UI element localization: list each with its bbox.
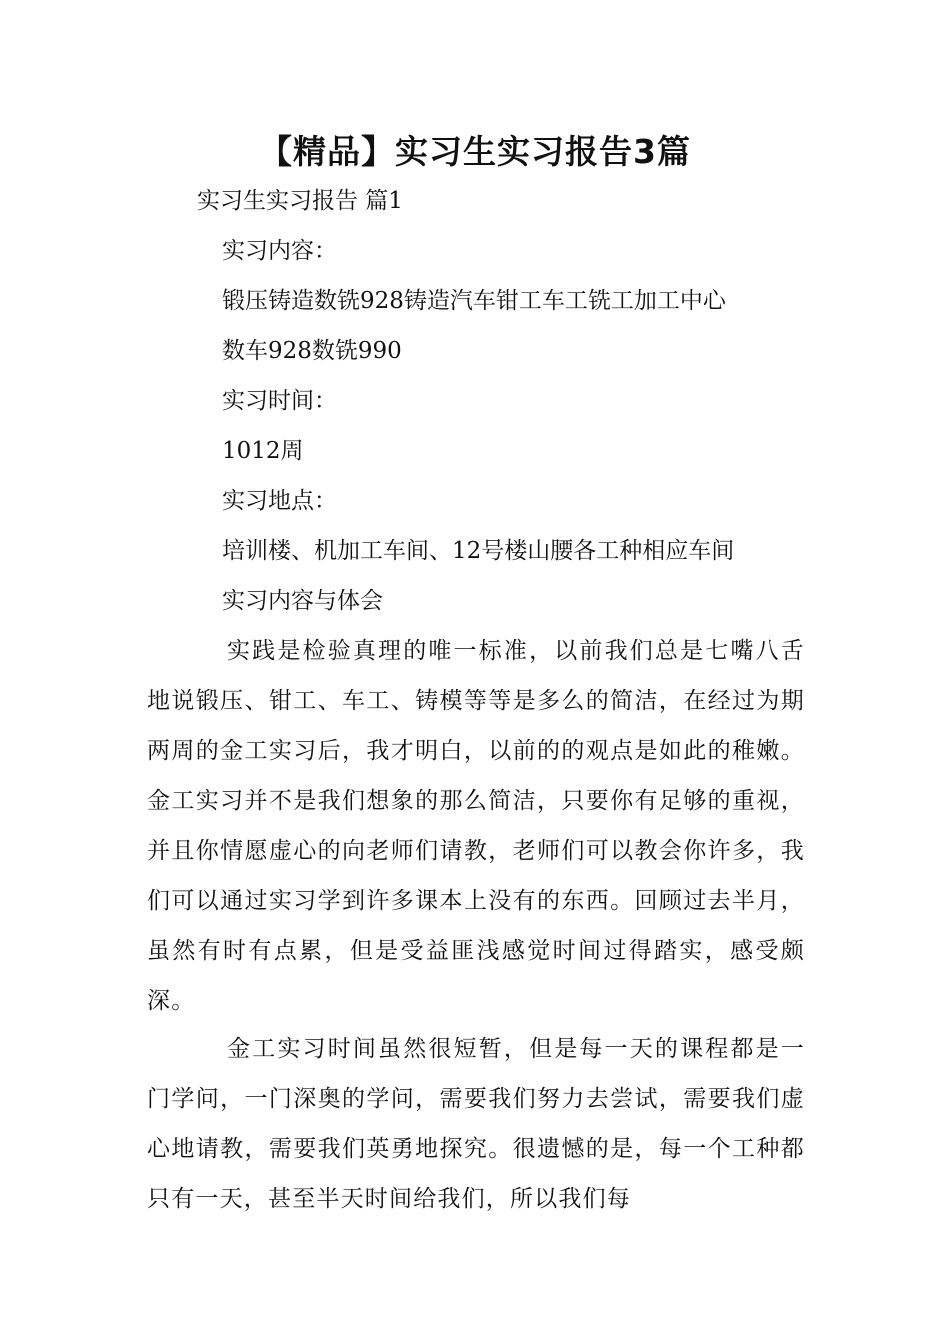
text-line: 1012周 bbox=[222, 438, 304, 464]
body-paragraph: 金工实习时间虽然很短暂，但是每一天的课程都是一门学问，一门深奥的学问，需要我们努力去尝试，需要我们虚心地请教，需要我们英勇地探究。很遗憾的是，每一个工种都只有一天，甚至半天时间给我们，所以我们每 bbox=[147, 1036, 805, 1212]
document-title: 【精品】实习生实习报告3篇 bbox=[259, 132, 691, 171]
text-line: 实习地点： bbox=[222, 488, 337, 514]
text-line: 锻压铸造数铣928铸造汽车钳工车工铣工加工中心 bbox=[222, 288, 726, 314]
text-line: 实习内容与体会 bbox=[222, 588, 383, 614]
text-line: 数车928数铣990 bbox=[222, 338, 402, 364]
text-line: 实习时间： bbox=[222, 388, 337, 414]
text-line: 实习内容： bbox=[222, 238, 337, 264]
text-line: 培训楼、机加工车间、12号楼山腰各工种相应车间 bbox=[222, 538, 735, 564]
document-subtitle: 实习生实习报告 篇1 bbox=[197, 188, 403, 214]
body-paragraph: 实践是检验真理的唯一标准，以前我们总是七嘴八舌地说锻压、钳工、车工、铸模等等是多么的简洁，在经过为期两周的金工实习后，我才明白，以前的的观点是如此的稚嫩。金工实习并不是我们想象的那么简洁，只要你有足够的重视，并且你情愿虚心的向老师们请教，老师们可以教会你许多，我们可以通过实习学到许多课本上没有的东西。回顾过去半月，虽然有时有点累，但是受益匪浅感觉时间过得踏实，感受颇深。 bbox=[147, 638, 805, 1014]
